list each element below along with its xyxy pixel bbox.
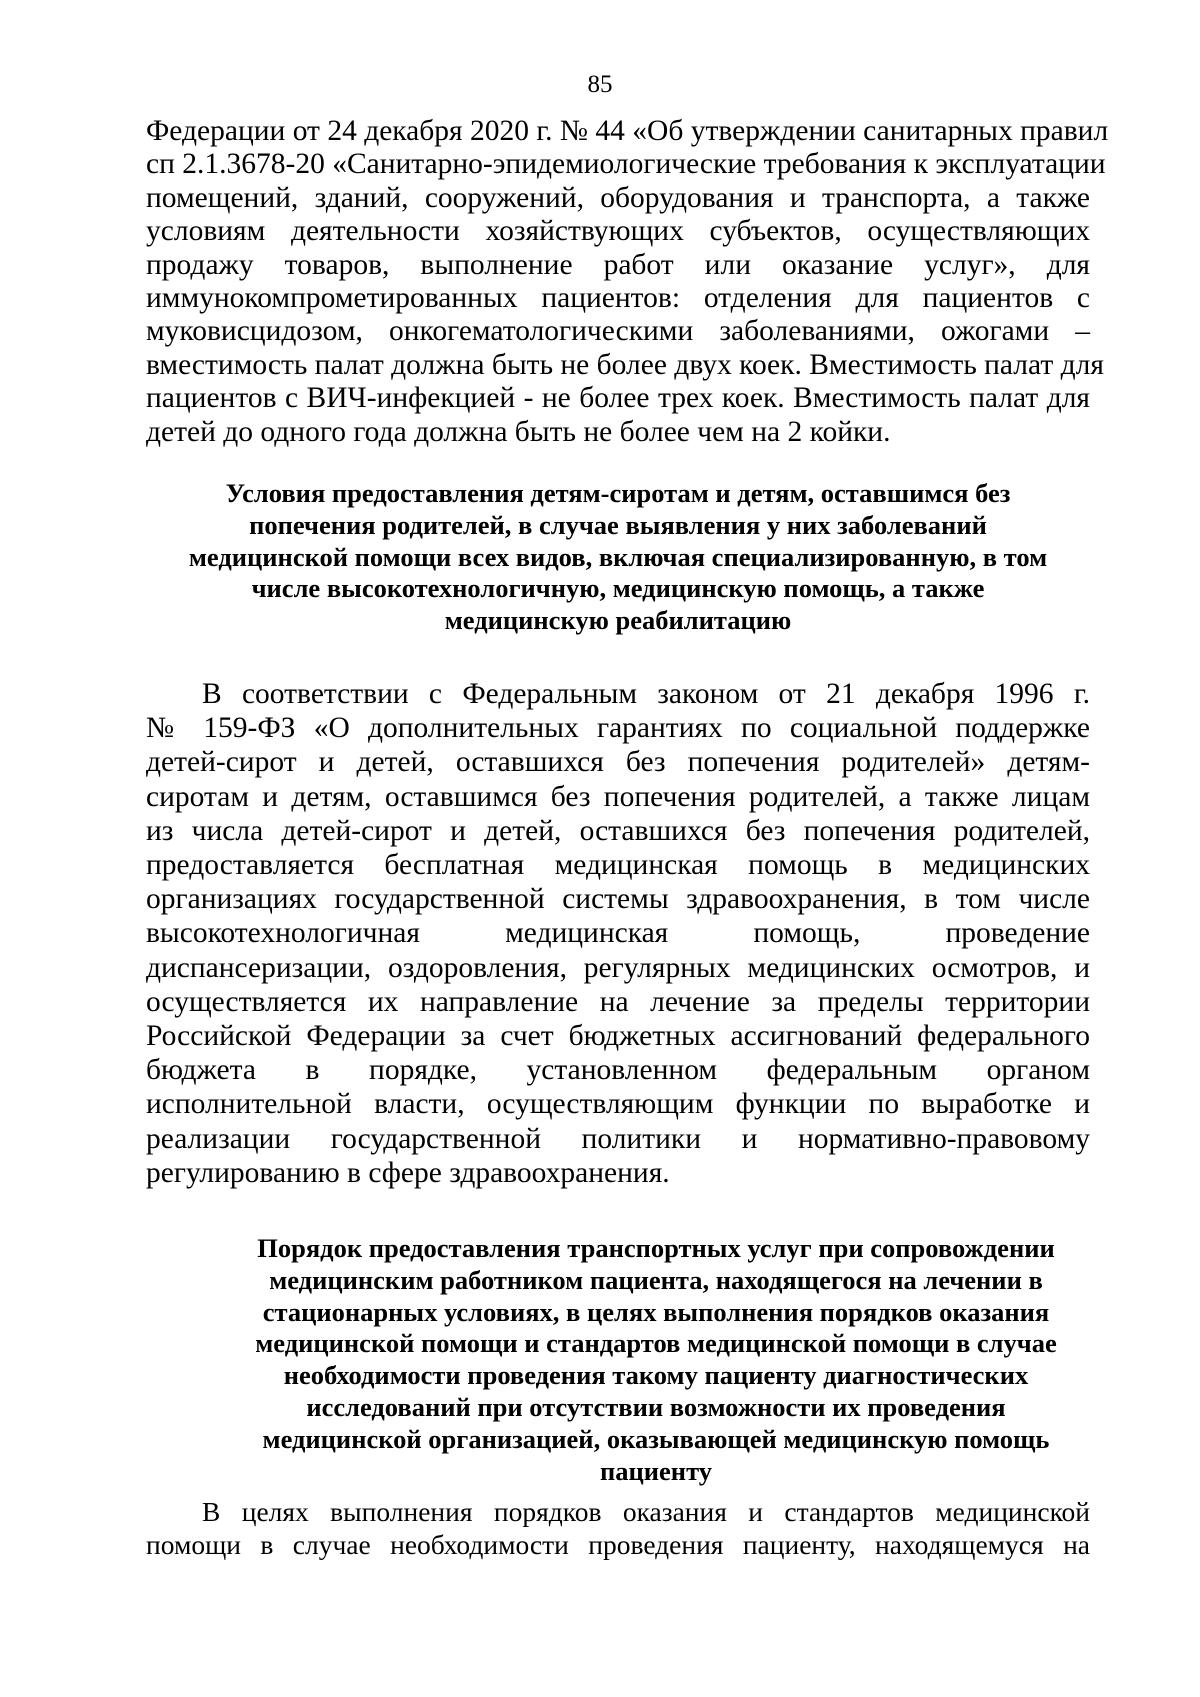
- text-line: детей до одного года должна быть не более чем на 2 койки.: [146, 415, 891, 448]
- paragraph-continuation: [146, 115, 1109, 449]
- text-line: реализации государственной политики и нормативно-правовому: [146, 1122, 1090, 1155]
- text-line: высокотехнологичная медицинская помощь, проведение: [146, 917, 1090, 950]
- text-line: осуществляется их направление на лечение за пределы территории: [146, 985, 1090, 1018]
- heading-line: медицинской организацией, оказывающей медицинскую помощь: [262, 1423, 1050, 1454]
- text-line: иммунокомпрометированных пациентов: отделения для пациентов с: [146, 282, 1090, 315]
- text-line: В целях выполнения порядков оказания и стандартов медицинской: [202, 1496, 1090, 1527]
- text-line: регулированию в сфере здравоохранения.: [146, 1156, 670, 1189]
- heading-line: пациенту: [599, 1455, 712, 1486]
- heading-line: попечения родителей, в случае выявления у них заболеваний: [249, 509, 987, 540]
- text-line: № 159-ФЗ «О дополнительных гарантиях по социальной поддержке: [146, 712, 1090, 745]
- heading-line: Порядок предоставления транспортных услуг при сопровождении: [257, 1233, 1055, 1263]
- heading-line: медицинской помощи всех видов, включая специализированную, в том: [188, 541, 1048, 572]
- heading-line: исследований при отсутствии возможности их проведения: [306, 1391, 1006, 1422]
- text-line: В соответствии с Федеральным законом от 21 декабря 1996 г.: [202, 678, 1090, 710]
- text-line: Российской Федерации за счет бюджетных ассигнований федерального: [146, 1020, 1090, 1053]
- text-line: сиротам и детям, оставшимся без попечения родителей, а также лицам: [146, 780, 1090, 813]
- text-line: организациях государственной системы здравоохранения, в том числе: [146, 883, 1090, 916]
- text-line: сп 2.1.3678-20 «Санитарно-эпидемиологические требования к эксплуатации: [146, 148, 1106, 181]
- page-number: 85: [587, 71, 613, 98]
- text-line: муковисцидозом, онкогематологическими заболеваниями, ожогами –: [146, 315, 1090, 348]
- text-line: помещений, зданий, сооружений, оборудования и транспорта, а также: [146, 181, 1090, 214]
- text-line: детей-сирот и детей, оставшихся без попечения родителей» детям-: [146, 746, 1090, 779]
- section-heading-transport: [222, 1233, 1090, 1487]
- paragraph-transport: [146, 1495, 1090, 1561]
- text-line: продажу товаров, выполнение работ или оказание услуг», для: [146, 248, 1090, 281]
- heading-line: стационарных условиях, в целях выполнения порядков оказания: [262, 1296, 1050, 1327]
- heading-line: медицинским работником пациента, находящегося на лечении в: [269, 1264, 1043, 1295]
- text-line: из числа детей-сирот и детей, оставшихся без попечения родителей,: [146, 814, 1090, 847]
- text-line: пациентов с ВИЧ-инфекцией - не более трех коек. Вместимость палат для: [146, 382, 1090, 415]
- text-line: Федерации от 24 декабря 2020 г. № 44 «Об утверждении санитарных правил: [146, 115, 1109, 147]
- text-line: вместимость палат должна быть не более двух коек. Вместимость палат для: [146, 348, 1104, 381]
- text-line: предоставляется бесплатная медицинская помощь в медицинских: [146, 849, 1090, 882]
- heading-line: Условия предоставления детям-сиротам и детям, оставшимся без: [225, 478, 1011, 508]
- text-line: бюджета в порядке, установленном федеральным органом: [146, 1054, 1090, 1087]
- text-line: диспансеризации, оздоровления, регулярных медицинских осмотров, и: [146, 951, 1090, 984]
- section-heading-orphans: [146, 478, 1090, 637]
- heading-line: медицинской помощи и стандартов медицинской помощи в случае: [255, 1328, 1057, 1359]
- text-line: помощи в случае необходимости проведения пациенту, находящемуся на: [146, 1529, 1090, 1560]
- text-line: исполнительной власти, осуществляющим функции по выработке и: [146, 1088, 1090, 1121]
- text-line: условиям деятельности хозяйствующих субъектов, осуществляющих: [146, 215, 1090, 248]
- heading-line: медицинскую реабилитацию: [444, 605, 792, 636]
- paragraph-orphans-care: [146, 677, 1090, 1190]
- heading-line: необходимости проведения такому пациенту диагностических: [283, 1360, 1029, 1391]
- heading-line: числе высокотехнологичную, медицинскую помощь, а также: [251, 573, 985, 604]
